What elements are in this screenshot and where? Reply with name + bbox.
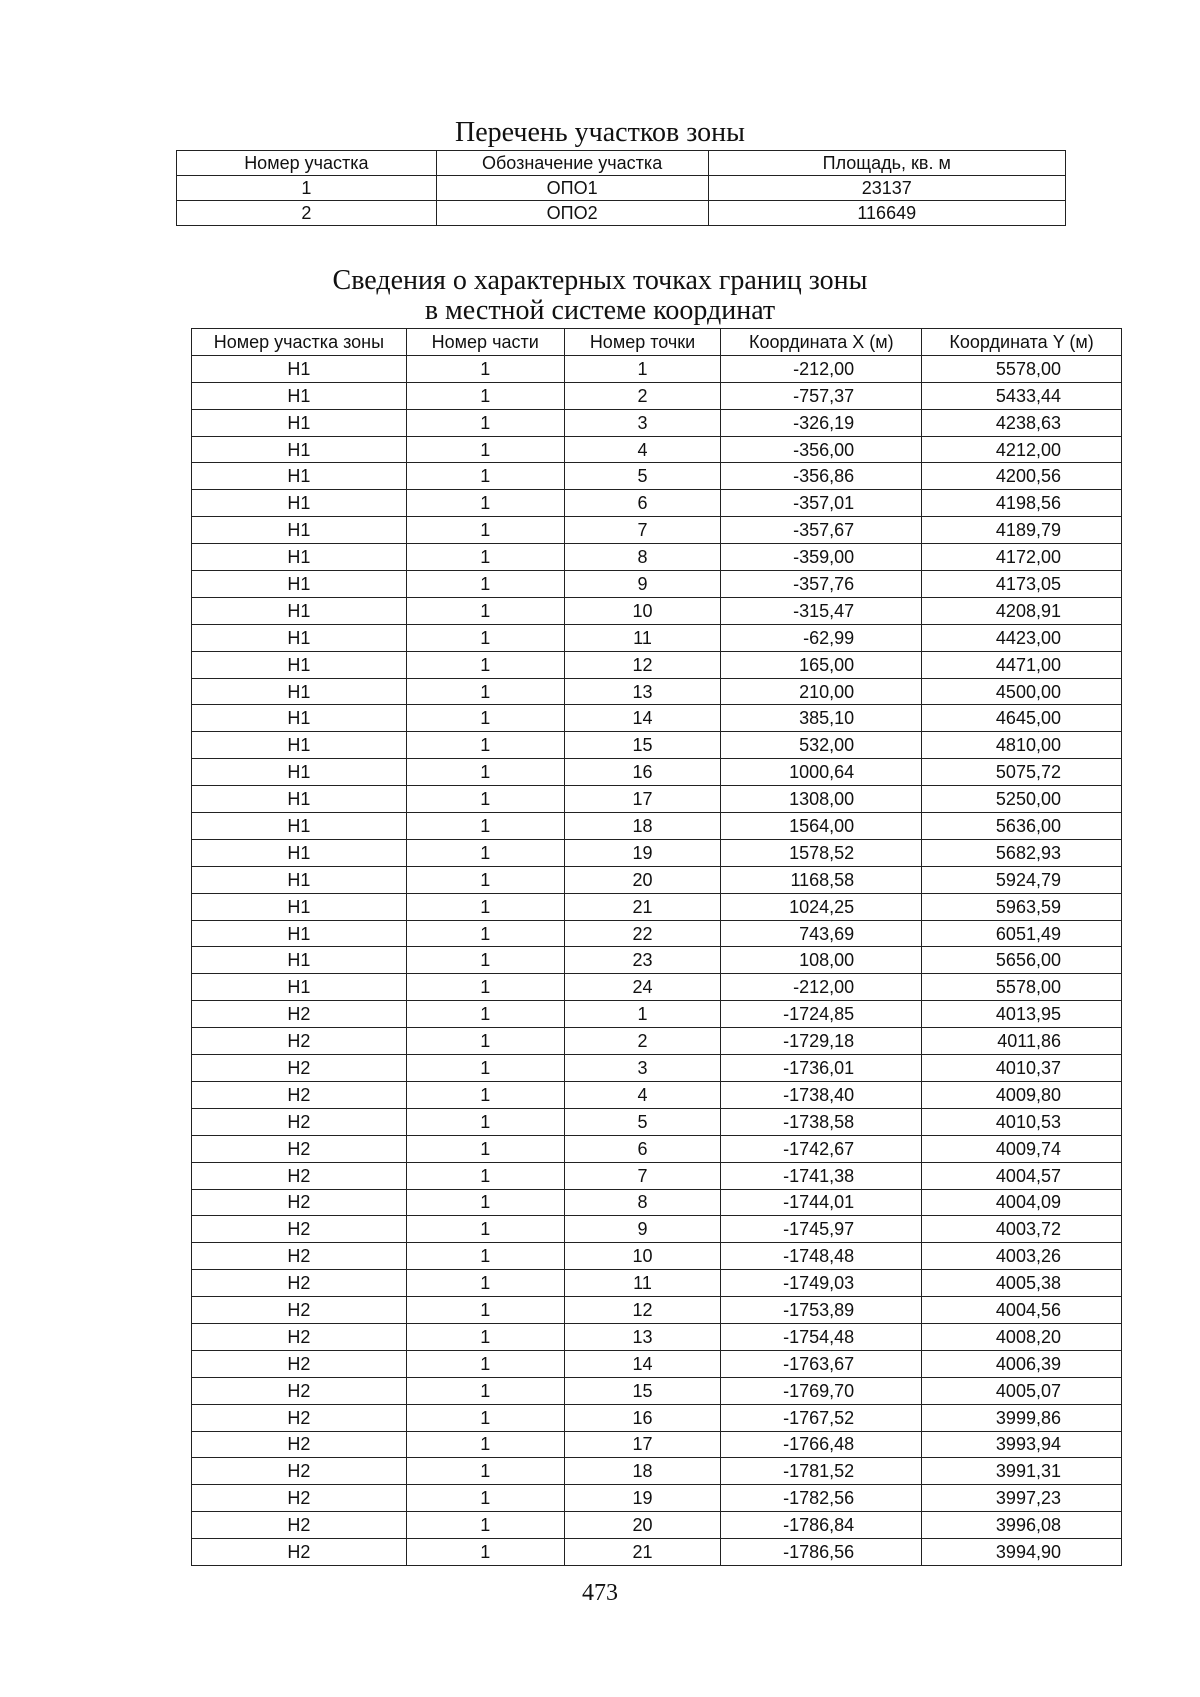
coordinate-x-cell: 165,00 (721, 651, 922, 678)
zone-area-cell: Н2 (192, 1028, 407, 1055)
coordinate-x-cell: 385,10 (721, 705, 922, 732)
part-number-cell: 1 (406, 920, 564, 947)
coordinate-x-cell: 108,00 (721, 947, 922, 974)
point-number-cell: 3 (564, 409, 721, 436)
coordinate-x-cell: 1578,52 (721, 839, 922, 866)
coordinate-x-cell: -1744,01 (721, 1189, 922, 1216)
part-number-cell: 1 (406, 705, 564, 732)
coordinate-y-cell: 3991,31 (922, 1458, 1122, 1485)
part-number-cell: 1 (406, 1323, 564, 1350)
point-number-cell: 2 (564, 382, 721, 409)
table-row (192, 1323, 1122, 1350)
zone-area-cell: Н2 (192, 1485, 407, 1512)
part-number-cell: 1 (406, 1135, 564, 1162)
coordinate-x-cell: 1308,00 (721, 786, 922, 813)
part-number-cell: 1 (406, 866, 564, 893)
coordinate-y-cell: 5075,72 (922, 759, 1122, 786)
zone-area-cell: Н2 (192, 1539, 407, 1566)
part-number-cell: 1 (406, 732, 564, 759)
point-number-cell: 17 (564, 786, 721, 813)
zone-area-cell: Н1 (192, 893, 407, 920)
table-row (192, 1458, 1122, 1485)
table-row (192, 1377, 1122, 1404)
table-row (192, 382, 1122, 409)
part-number-cell: 1 (406, 436, 564, 463)
coordinate-y-cell: 4008,20 (922, 1323, 1122, 1350)
coordinate-y-cell: 4010,53 (922, 1108, 1122, 1135)
coordinate-y-cell: 5963,59 (922, 893, 1122, 920)
point-number-cell: 3 (564, 1055, 721, 1082)
table-row (192, 1135, 1122, 1162)
point-number-cell: 8 (564, 1189, 721, 1216)
table-row (192, 1081, 1122, 1108)
table-row (192, 920, 1122, 947)
coordinate-x-cell: 1000,64 (721, 759, 922, 786)
part-number-cell: 1 (406, 893, 564, 920)
point-number-cell: 8 (564, 544, 721, 571)
point-number-cell: 24 (564, 974, 721, 1001)
point-number-cell: 19 (564, 1485, 721, 1512)
page-number: 473 (582, 1580, 618, 1606)
table-row (192, 1001, 1122, 1028)
part-number-cell: 1 (406, 1108, 564, 1135)
point-number-cell: 1 (564, 355, 721, 382)
table-row (192, 1350, 1122, 1377)
header-point-number: Номер точки (564, 329, 721, 356)
points-header-row (192, 329, 1122, 356)
part-number-cell: 1 (406, 1377, 564, 1404)
header-coordinate-y: Координата Y (м) (922, 329, 1122, 356)
point-number-cell: 9 (564, 1216, 721, 1243)
zone-area-cell: Н2 (192, 1458, 407, 1485)
table-row (192, 544, 1122, 571)
point-number-cell: 17 (564, 1431, 721, 1458)
table-row (192, 517, 1122, 544)
part-number-cell: 1 (406, 1243, 564, 1270)
table-row (192, 1108, 1122, 1135)
zone-area-cell: Н1 (192, 436, 407, 463)
coordinate-x-cell: -1738,58 (721, 1108, 922, 1135)
zone-area-cell: Н2 (192, 1323, 407, 1350)
coordinate-x-cell: -1782,56 (721, 1485, 922, 1512)
zone-area-cell: Н1 (192, 382, 407, 409)
point-number-cell: 5 (564, 463, 721, 490)
point-number-cell: 15 (564, 732, 721, 759)
part-number-cell: 1 (406, 974, 564, 1001)
areas-table (176, 150, 1066, 226)
coordinate-y-cell: 4645,00 (922, 705, 1122, 732)
coordinate-x-cell: -315,47 (721, 597, 922, 624)
points-title-line1: Сведения о характерных точках границ зоны (332, 265, 868, 296)
coordinate-y-cell: 5656,00 (922, 947, 1122, 974)
part-number-cell: 1 (406, 651, 564, 678)
coordinate-x-cell: 210,00 (721, 678, 922, 705)
point-number-cell: 14 (564, 705, 721, 732)
table-row (192, 651, 1122, 678)
coordinate-x-cell: -1742,67 (721, 1135, 922, 1162)
table-row (192, 705, 1122, 732)
areas-title: Перечень участков зоны (455, 117, 745, 148)
zone-area-cell: Н1 (192, 866, 407, 893)
table-row (192, 1028, 1122, 1055)
coordinate-x-cell: -1767,52 (721, 1404, 922, 1431)
coordinate-y-cell: 5433,44 (922, 382, 1122, 409)
point-number-cell: 21 (564, 893, 721, 920)
coordinate-y-cell: 3997,23 (922, 1485, 1122, 1512)
coordinate-x-cell: -1786,84 (721, 1512, 922, 1539)
zone-area-cell: Н1 (192, 624, 407, 651)
part-number-cell: 1 (406, 382, 564, 409)
point-number-cell: 6 (564, 1135, 721, 1162)
coordinate-y-cell: 4004,57 (922, 1162, 1122, 1189)
coordinate-y-cell: 4172,00 (922, 544, 1122, 571)
point-number-cell: 20 (564, 1512, 721, 1539)
coordinate-y-cell: 4212,00 (922, 436, 1122, 463)
part-number-cell: 1 (406, 1001, 564, 1028)
point-number-cell: 11 (564, 1270, 721, 1297)
coordinate-y-cell: 4208,91 (922, 597, 1122, 624)
coordinate-y-cell: 5578,00 (922, 355, 1122, 382)
point-number-cell: 4 (564, 1081, 721, 1108)
point-number-cell: 21 (564, 1539, 721, 1566)
coordinate-x-cell: 1168,58 (721, 866, 922, 893)
part-number-cell: 1 (406, 947, 564, 974)
coordinate-y-cell: 4004,09 (922, 1189, 1122, 1216)
coordinate-y-cell: 4006,39 (922, 1350, 1122, 1377)
coordinate-x-cell: -356,86 (721, 463, 922, 490)
coordinate-y-cell: 4003,26 (922, 1243, 1122, 1270)
table-row (192, 490, 1122, 517)
part-number-cell: 1 (406, 490, 564, 517)
zone-area-cell: Н1 (192, 571, 407, 598)
point-number-cell: 2 (564, 1028, 721, 1055)
coordinate-x-cell: -1781,52 (721, 1458, 922, 1485)
point-number-cell: 1 (564, 1001, 721, 1028)
part-number-cell: 1 (406, 517, 564, 544)
coordinate-y-cell: 4004,56 (922, 1297, 1122, 1324)
table-row (192, 463, 1122, 490)
part-number-cell: 1 (406, 544, 564, 571)
table-row (192, 947, 1122, 974)
points-title (0, 266, 1200, 326)
header-area-designation: Обозначение участка (436, 151, 708, 176)
coordinate-y-cell: 4423,00 (922, 624, 1122, 651)
header-area-number: Номер участка (177, 151, 437, 176)
area-designation-cell: ОПО2 (436, 201, 708, 226)
coordinate-y-cell: 5924,79 (922, 866, 1122, 893)
coordinate-y-cell: 4500,00 (922, 678, 1122, 705)
zone-area-cell: Н2 (192, 1270, 407, 1297)
zone-area-cell: Н1 (192, 355, 407, 382)
table-row (192, 1512, 1122, 1539)
point-number-cell: 15 (564, 1377, 721, 1404)
zone-area-cell: Н2 (192, 1243, 407, 1270)
point-number-cell: 6 (564, 490, 721, 517)
table-row (192, 813, 1122, 840)
zone-area-cell: Н2 (192, 1404, 407, 1431)
point-number-cell: 18 (564, 1458, 721, 1485)
part-number-cell: 1 (406, 1458, 564, 1485)
part-number-cell: 1 (406, 1216, 564, 1243)
area-number-cell: 2 (177, 201, 437, 226)
point-number-cell: 23 (564, 947, 721, 974)
coordinate-y-cell: 4189,79 (922, 517, 1122, 544)
coordinate-y-cell: 5636,00 (922, 813, 1122, 840)
coordinate-x-cell: -1766,48 (721, 1431, 922, 1458)
point-number-cell: 10 (564, 1243, 721, 1270)
coordinate-x-cell: -62,99 (721, 624, 922, 651)
points-title-line2: в местной системе координат (424, 295, 776, 326)
table-row (177, 201, 1066, 226)
coordinate-y-cell: 4013,95 (922, 1001, 1122, 1028)
point-number-cell: 9 (564, 571, 721, 598)
coordinate-y-cell: 4010,37 (922, 1055, 1122, 1082)
coordinate-y-cell: 3993,94 (922, 1431, 1122, 1458)
point-number-cell: 16 (564, 1404, 721, 1431)
zone-area-cell: Н1 (192, 463, 407, 490)
table-row (192, 1431, 1122, 1458)
zone-area-cell: Н2 (192, 1189, 407, 1216)
coordinate-x-cell: -359,00 (721, 544, 922, 571)
part-number-cell: 1 (406, 1270, 564, 1297)
table-row (192, 1243, 1122, 1270)
coordinate-y-cell: 4003,72 (922, 1216, 1122, 1243)
area-number-cell: 1 (177, 176, 437, 201)
zone-area-cell: Н1 (192, 732, 407, 759)
header-area-size: Площадь, кв. м (708, 151, 1066, 176)
table-row (192, 786, 1122, 813)
part-number-cell: 1 (406, 1162, 564, 1189)
point-number-cell: 5 (564, 1108, 721, 1135)
point-number-cell: 4 (564, 436, 721, 463)
area-size-cell: 116649 (708, 201, 1066, 226)
point-number-cell: 12 (564, 1297, 721, 1324)
coordinate-x-cell: -357,01 (721, 490, 922, 517)
part-number-cell: 1 (406, 678, 564, 705)
coordinate-x-cell: 743,69 (721, 920, 922, 947)
header-part-number: Номер части (406, 329, 564, 356)
coordinate-x-cell: -326,19 (721, 409, 922, 436)
table-row (192, 866, 1122, 893)
zone-area-cell: Н2 (192, 1162, 407, 1189)
part-number-cell: 1 (406, 1350, 564, 1377)
coordinate-y-cell: 4173,05 (922, 571, 1122, 598)
coordinate-y-cell: 4200,56 (922, 463, 1122, 490)
zone-area-cell: Н1 (192, 839, 407, 866)
zone-area-cell: Н1 (192, 490, 407, 517)
table-row (192, 759, 1122, 786)
coordinate-y-cell: 4198,56 (922, 490, 1122, 517)
table-row (192, 1485, 1122, 1512)
table-row (192, 1189, 1122, 1216)
coordinate-y-cell: 4005,38 (922, 1270, 1122, 1297)
zone-area-cell: Н1 (192, 786, 407, 813)
point-number-cell: 10 (564, 597, 721, 624)
part-number-cell: 1 (406, 1055, 564, 1082)
zone-area-cell: Н2 (192, 1216, 407, 1243)
zone-area-cell: Н1 (192, 974, 407, 1001)
part-number-cell: 1 (406, 786, 564, 813)
coordinate-y-cell: 4009,74 (922, 1135, 1122, 1162)
zone-area-cell: Н2 (192, 1297, 407, 1324)
coordinate-x-cell: -356,00 (721, 436, 922, 463)
coordinate-x-cell: 532,00 (721, 732, 922, 759)
coordinate-y-cell: 3996,08 (922, 1512, 1122, 1539)
point-number-cell: 13 (564, 678, 721, 705)
zone-area-cell: Н1 (192, 597, 407, 624)
table-row (192, 597, 1122, 624)
coordinate-x-cell: -757,37 (721, 382, 922, 409)
part-number-cell: 1 (406, 1431, 564, 1458)
point-number-cell: 22 (564, 920, 721, 947)
table-row (192, 355, 1122, 382)
coordinate-x-cell: -1754,48 (721, 1323, 922, 1350)
table-row (177, 176, 1066, 201)
coordinate-y-cell: 4471,00 (922, 651, 1122, 678)
table-row (192, 1270, 1122, 1297)
coordinate-x-cell: -1738,40 (721, 1081, 922, 1108)
coordinate-y-cell: 4810,00 (922, 732, 1122, 759)
table-row (192, 1297, 1122, 1324)
coordinate-y-cell: 4005,07 (922, 1377, 1122, 1404)
point-number-cell: 7 (564, 1162, 721, 1189)
coordinate-x-cell: -1753,89 (721, 1297, 922, 1324)
zone-area-cell: Н1 (192, 544, 407, 571)
coordinate-x-cell: -357,76 (721, 571, 922, 598)
point-number-cell: 20 (564, 866, 721, 893)
coordinate-x-cell: 1564,00 (721, 813, 922, 840)
table-row (192, 1162, 1122, 1189)
part-number-cell: 1 (406, 1512, 564, 1539)
coordinate-y-cell: 5682,93 (922, 839, 1122, 866)
part-number-cell: 1 (406, 1081, 564, 1108)
coordinate-x-cell: -1749,03 (721, 1270, 922, 1297)
table-row (192, 1404, 1122, 1431)
table-row (192, 974, 1122, 1001)
coordinate-y-cell: 5250,00 (922, 786, 1122, 813)
point-number-cell: 16 (564, 759, 721, 786)
coordinate-x-cell: -1736,01 (721, 1055, 922, 1082)
zone-area-cell: Н1 (192, 409, 407, 436)
table-row (192, 839, 1122, 866)
point-number-cell: 12 (564, 651, 721, 678)
coordinate-x-cell: -1741,38 (721, 1162, 922, 1189)
zone-area-cell: Н1 (192, 920, 407, 947)
table-row (192, 1539, 1122, 1566)
coordinate-x-cell: -1786,56 (721, 1539, 922, 1566)
coordinate-y-cell: 6051,49 (922, 920, 1122, 947)
coordinate-y-cell: 4238,63 (922, 409, 1122, 436)
part-number-cell: 1 (406, 409, 564, 436)
part-number-cell: 1 (406, 463, 564, 490)
coordinate-x-cell: -1729,18 (721, 1028, 922, 1055)
zone-area-cell: Н1 (192, 517, 407, 544)
part-number-cell: 1 (406, 813, 564, 840)
table-row (192, 436, 1122, 463)
part-number-cell: 1 (406, 1485, 564, 1512)
header-zone-area-number: Номер участка зоны (192, 329, 407, 356)
part-number-cell: 1 (406, 839, 564, 866)
table-row (192, 1055, 1122, 1082)
table-row (192, 732, 1122, 759)
zone-area-cell: Н2 (192, 1081, 407, 1108)
areas-header-row (177, 151, 1066, 176)
point-number-cell: 7 (564, 517, 721, 544)
coordinate-x-cell: -1745,97 (721, 1216, 922, 1243)
zone-area-cell: Н2 (192, 1001, 407, 1028)
coordinate-x-cell: -1748,48 (721, 1243, 922, 1270)
table-row (192, 409, 1122, 436)
point-number-cell: 18 (564, 813, 721, 840)
zone-area-cell: Н2 (192, 1431, 407, 1458)
zone-area-cell: Н2 (192, 1055, 407, 1082)
part-number-cell: 1 (406, 1028, 564, 1055)
zone-area-cell: Н2 (192, 1512, 407, 1539)
zone-area-cell: Н2 (192, 1350, 407, 1377)
area-designation-cell: ОПО1 (436, 176, 708, 201)
table-row (192, 1216, 1122, 1243)
table-row (192, 571, 1122, 598)
area-size-cell: 23137 (708, 176, 1066, 201)
point-number-cell: 13 (564, 1323, 721, 1350)
zone-area-cell: Н1 (192, 651, 407, 678)
coordinate-y-cell: 5578,00 (922, 974, 1122, 1001)
table-row (192, 678, 1122, 705)
zone-area-cell: Н2 (192, 1135, 407, 1162)
coordinate-x-cell: -357,67 (721, 517, 922, 544)
part-number-cell: 1 (406, 1297, 564, 1324)
part-number-cell: 1 (406, 759, 564, 786)
zone-area-cell: Н1 (192, 947, 407, 974)
coordinate-x-cell: -1763,67 (721, 1350, 922, 1377)
points-table (191, 328, 1122, 1566)
point-number-cell: 14 (564, 1350, 721, 1377)
zone-area-cell: Н1 (192, 705, 407, 732)
part-number-cell: 1 (406, 1404, 564, 1431)
zone-area-cell: Н1 (192, 678, 407, 705)
part-number-cell: 1 (406, 597, 564, 624)
part-number-cell: 1 (406, 1189, 564, 1216)
part-number-cell: 1 (406, 571, 564, 598)
part-number-cell: 1 (406, 355, 564, 382)
coordinate-y-cell: 4011,86 (922, 1028, 1122, 1055)
coordinate-y-cell: 3999,86 (922, 1404, 1122, 1431)
header-coordinate-x: Координата X (м) (721, 329, 922, 356)
coordinate-y-cell: 4009,80 (922, 1081, 1122, 1108)
coordinate-x-cell: -212,00 (721, 974, 922, 1001)
table-row (192, 624, 1122, 651)
coordinate-x-cell: -212,00 (721, 355, 922, 382)
point-number-cell: 19 (564, 839, 721, 866)
point-number-cell: 11 (564, 624, 721, 651)
zone-area-cell: Н2 (192, 1108, 407, 1135)
coordinate-y-cell: 3994,90 (922, 1539, 1122, 1566)
zone-area-cell: Н1 (192, 759, 407, 786)
coordinate-x-cell: 1024,25 (721, 893, 922, 920)
part-number-cell: 1 (406, 624, 564, 651)
zone-area-cell: Н1 (192, 813, 407, 840)
part-number-cell: 1 (406, 1539, 564, 1566)
zone-area-cell: Н2 (192, 1377, 407, 1404)
table-row (192, 893, 1122, 920)
coordinate-x-cell: -1769,70 (721, 1377, 922, 1404)
coordinate-x-cell: -1724,85 (721, 1001, 922, 1028)
